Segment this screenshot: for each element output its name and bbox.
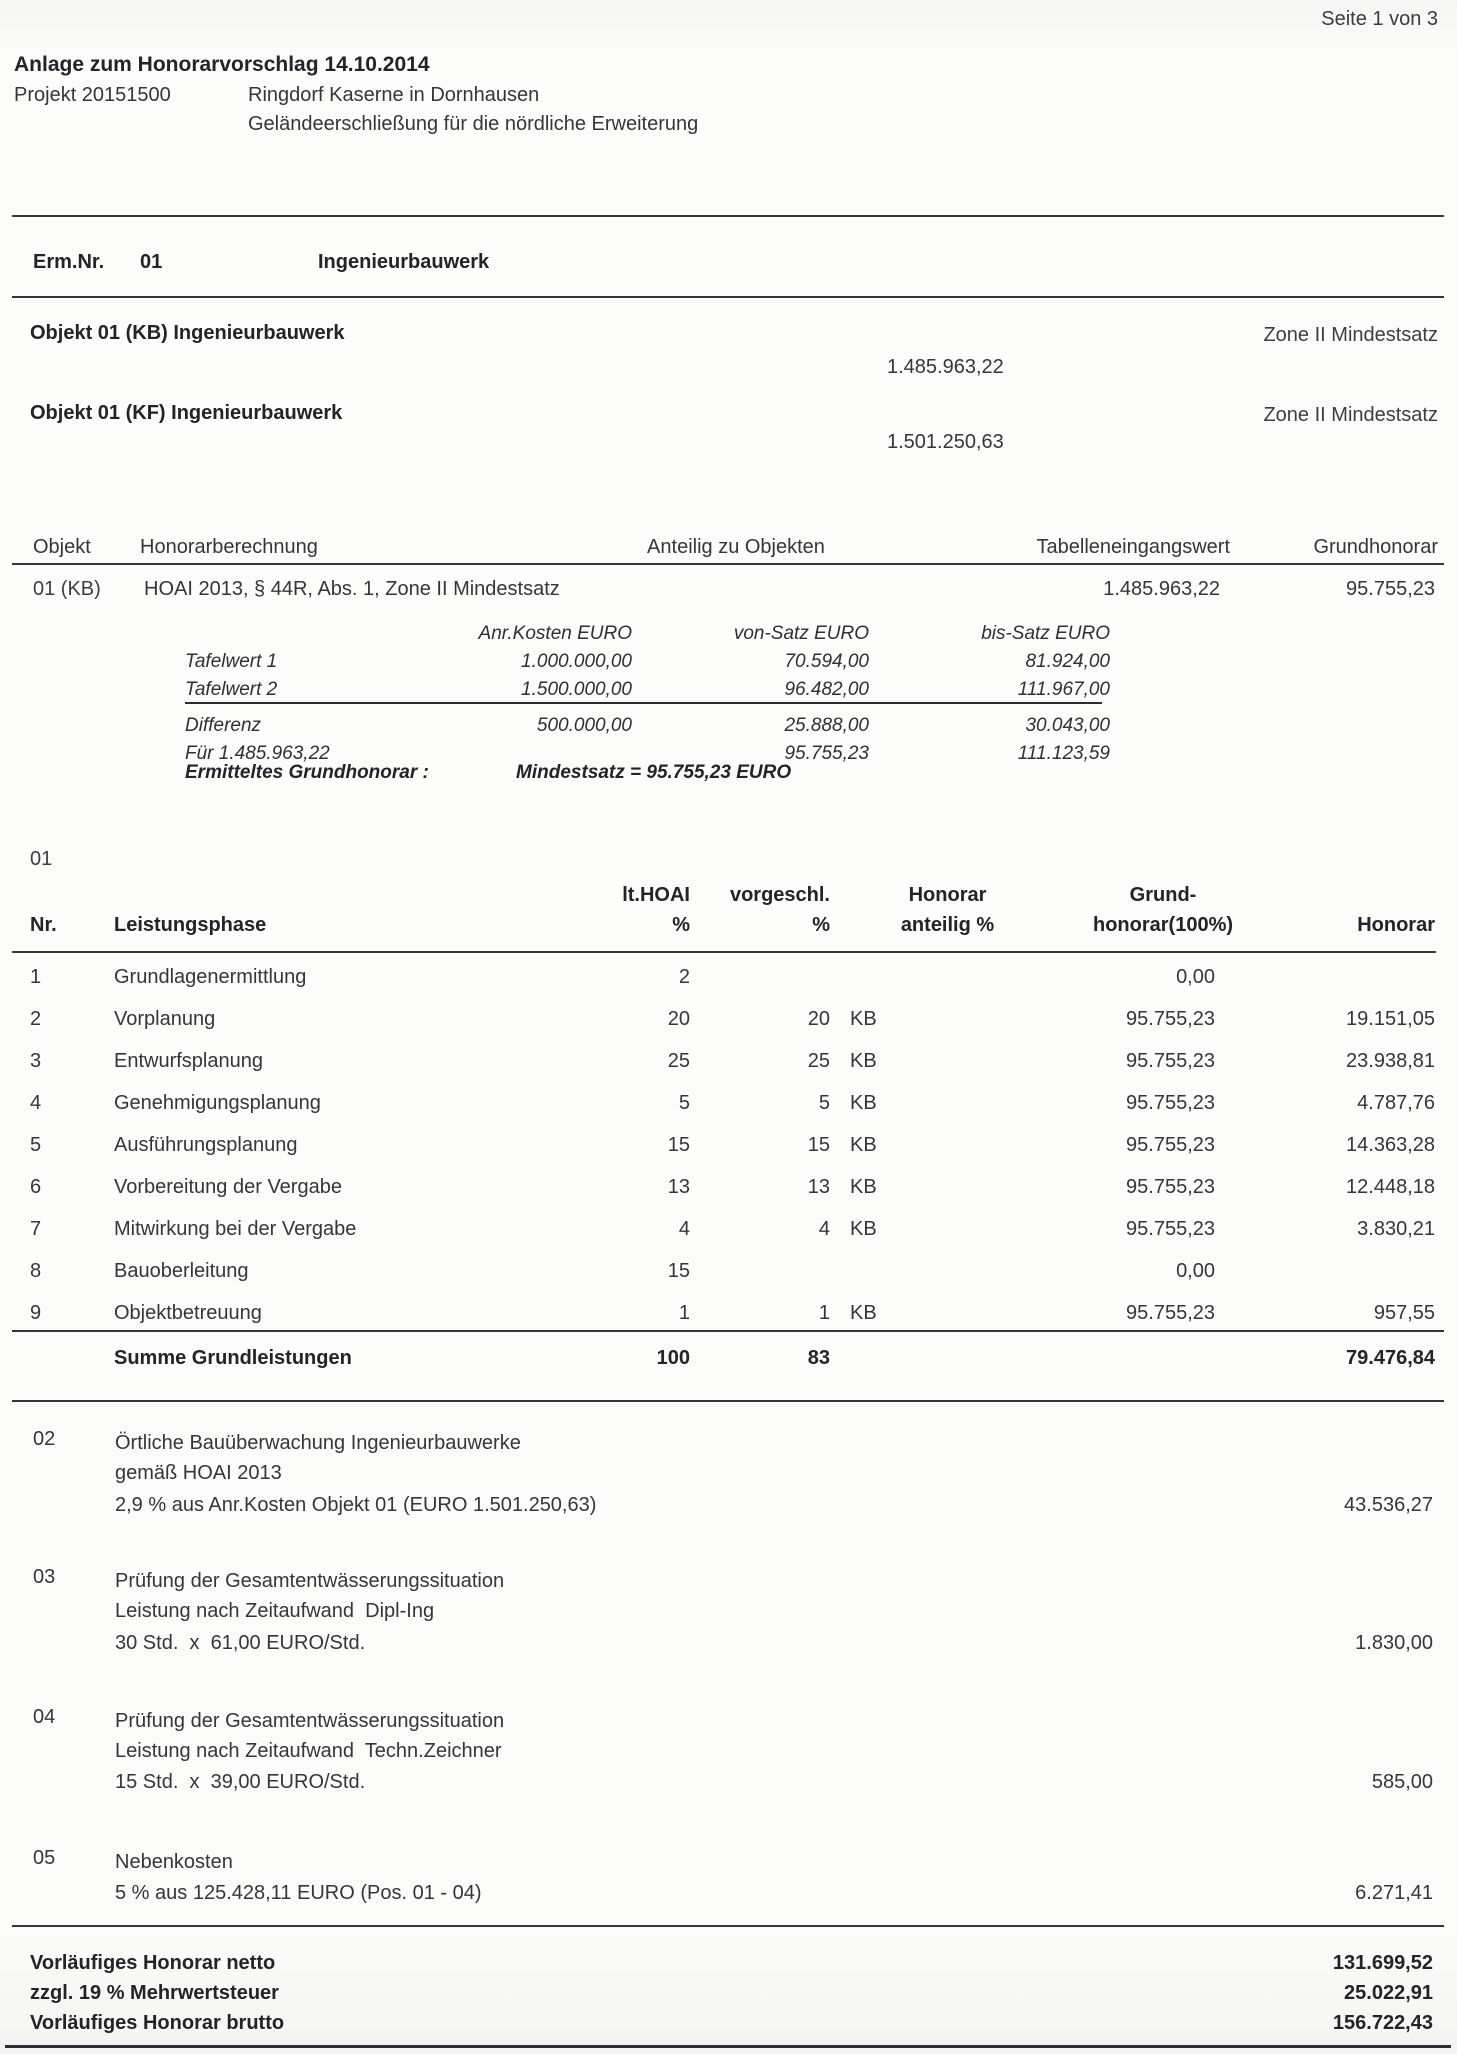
project-label: Projekt 20151500 — [14, 84, 171, 106]
item-amount: 43.536,27 — [1344, 1494, 1433, 1516]
calc-objekt: 01 (KB) — [33, 578, 101, 600]
item-number: 03 — [33, 1566, 56, 1588]
tafel-col-bissatz: bis-Satz EURO — [981, 623, 1110, 644]
item-amount: 1.830,00 — [1355, 1632, 1433, 1654]
total-label: Vorläufiges Honorar netto — [30, 1951, 276, 1974]
item-calc: 30 Std. x 61,00 EURO/Std. — [115, 1632, 366, 1654]
total-label: Vorläufiges Honorar brutto — [30, 2011, 285, 2034]
total-label: zzgl. 19 % Mehrwertsteuer — [30, 1981, 279, 2004]
col-grundhonorar: Grundhonorar — [1313, 536, 1438, 558]
item-calc: 15 Std. x 39,00 EURO/Std. — [115, 1771, 366, 1793]
divider — [12, 215, 1444, 217]
divider — [12, 1330, 1444, 1332]
phases-summary-row — [30, 1338, 1435, 1378]
divider — [12, 1400, 1444, 1402]
calc-tabelleneingangswert: 1.485.963,22 — [1103, 578, 1220, 600]
item-line: Leistung nach Zeitaufwand Techn.Zeichner — [115, 1740, 502, 1762]
tafel-header-row — [185, 620, 1110, 648]
summary-label: Summe Grundleistungen — [114, 1346, 352, 1369]
col-objekt: Objekt — [33, 536, 91, 558]
summary-vg: 83 — [807, 1346, 830, 1369]
tafel-row: Für 1.485.963,22 95.755,23 111.123,59 — [185, 743, 1110, 764]
object-kf-zone: Zone II Mindestsatz — [1263, 404, 1438, 426]
document-title: Anlage zum Honorarvorschlag 14.10.2014 — [14, 53, 430, 76]
tafel-divider — [185, 702, 1102, 704]
item-amount: 585,00 — [1371, 1771, 1433, 1793]
col-nr: Nr. — [30, 914, 57, 936]
totals-block — [30, 1948, 1433, 2038]
phase-row: 7 Mitwirkung bei der Vergabe 4 4 KB 95.755,23 3.830,21 — [30, 1217, 1435, 1240]
summary-honorar: 79.476,84 — [1346, 1346, 1435, 1369]
phase-row: 1 Grundlagenermittlung 2 0,00 — [30, 965, 1215, 988]
item-number: 04 — [33, 1706, 56, 1728]
item-number: 05 — [33, 1847, 56, 1869]
item-line: Prüfung der Gesamtentwässerungssituation — [115, 1710, 505, 1732]
object-kb-value: 1.485.963,22 — [887, 356, 1004, 378]
total-amount: 131.699,52 — [1332, 1951, 1433, 1974]
erm-name: Ingenieurbauwerk — [318, 251, 490, 273]
col-anteilig: Anteilig zu Objekten — [647, 536, 825, 558]
total-amount: 156.722,43 — [1332, 2011, 1433, 2034]
item-line: Prüfung der Gesamtentwässerungssituation — [115, 1570, 505, 1592]
tafel-col-anrkosten: Anr.Kosten EURO — [478, 623, 632, 644]
divider — [12, 951, 1436, 953]
col-honorarberechnung: Honorarberechnung — [140, 536, 318, 558]
phase-row: 3 Entwurfsplanung 25 25 KB 95.755,23 23.938,81 — [30, 1049, 1435, 1072]
col-vorgeschl: vorgeschl. — [729, 884, 830, 906]
divider — [12, 1925, 1444, 1927]
object-kb-title: Objekt 01 (KB) Ingenieurbauwerk — [30, 322, 345, 344]
phase-row: 8 Bauoberleitung 15 0,00 — [30, 1259, 1215, 1282]
item-number: 02 — [33, 1428, 56, 1450]
erm-number: 01 — [140, 251, 163, 273]
item-line: Leistung nach Zeitaufwand Dipl-Ing — [115, 1600, 435, 1622]
item-line: Nebenkosten — [115, 1851, 233, 1873]
phases-rows — [30, 956, 1435, 1334]
tafel-row: Tafelwert 2 1.500.000,00 96.482,00 111.967,00 — [185, 679, 1110, 700]
item-amount: 6.271,41 — [1355, 1882, 1433, 1904]
col-honorar-anteilig: Honorar — [908, 884, 987, 906]
tafelwert-table — [185, 620, 1110, 768]
tafel-row: Differenz 500.000,00 25.888,00 30.043,00 — [185, 715, 1110, 736]
phase-row: 9 Objektbetreuung 1 1 KB 95.755,23 957,55 — [30, 1301, 1435, 1324]
item-line: gemäß HOAI 2013 — [115, 1462, 282, 1484]
total-netto-row — [30, 1948, 1433, 1978]
col-lt-hoai: lt.HOAI — [622, 884, 690, 906]
item-line: Örtliche Bauüberwachung Ingenieurbauwerke — [115, 1432, 521, 1454]
tafel-result-label: Ermitteltes Grundhonorar : — [185, 762, 429, 783]
tafel-row: Tafelwert 1 1.000.000,00 70.594,00 81.924,00 — [185, 651, 1110, 672]
calc-honorarberechnung: HOAI 2013, § 44R, Abs. 1, Zone II Mindestsatz — [144, 578, 560, 600]
tafel-result-value: Mindestsatz = 95.755,23 EURO — [516, 762, 792, 783]
item-calc: 2,9 % aus Anr.Kosten Objekt 01 (EURO 1.501.250,63) — [115, 1494, 597, 1516]
bottom-divider — [5, 2045, 1451, 2048]
tafel-col-vonsatz: von-Satz EURO — [733, 623, 869, 644]
phase-row: 4 Genehmigungsplanung 5 5 KB 95.755,23 4.787,76 — [30, 1091, 1435, 1114]
object-kf-value: 1.501.250,63 — [887, 431, 1004, 453]
erm-label: Erm.Nr. — [33, 251, 105, 273]
phases-section-no: 01 — [30, 848, 53, 870]
col-honorar: Honorar — [1357, 914, 1435, 936]
total-amount: 25.022,91 — [1344, 1981, 1433, 2004]
phase-row: 5 Ausführungsplanung 15 15 KB 95.755,23 14.363,28 — [30, 1133, 1435, 1156]
divider — [12, 563, 1444, 565]
item-calc: 5 % aus 125.428,11 EURO (Pos. 01 - 04) — [115, 1882, 482, 1904]
project-subtitle: Geländeerschließung für die nördliche Erweiterung — [248, 113, 699, 135]
col-grundhonorar-100: Grund- — [1129, 884, 1197, 906]
project-name: Ringdorf Kaserne in Dornhausen — [248, 84, 540, 106]
summary-lt: 100 — [656, 1346, 690, 1369]
calc-grundhonorar: 95.755,23 — [1346, 578, 1435, 600]
total-brutto-row — [30, 2008, 1433, 2038]
phases-header: Nr. Leistungsphase lt.HOAI % vorgeschl. % Honorar anteilig % Grund- honorar(100%) Honorar — [30, 880, 1435, 940]
object-kb-zone: Zone II Mindestsatz — [1263, 324, 1438, 346]
page-indicator: Seite 1 von 3 — [1321, 8, 1438, 30]
object-kf-title: Objekt 01 (KF) Ingenieurbauwerk — [30, 402, 343, 424]
divider — [12, 296, 1444, 298]
phase-row: 2 Vorplanung 20 20 KB 95.755,23 19.151,05 — [30, 1007, 1435, 1030]
total-mwst-row — [30, 1978, 1433, 2008]
phase-row: 6 Vorbereitung der Vergabe 13 13 KB 95.755,23 12.448,18 — [30, 1175, 1435, 1198]
col-tabelleneingangswert: Tabelleneingangswert — [1036, 536, 1230, 558]
col-leistungsphase: Leistungsphase — [114, 914, 267, 936]
